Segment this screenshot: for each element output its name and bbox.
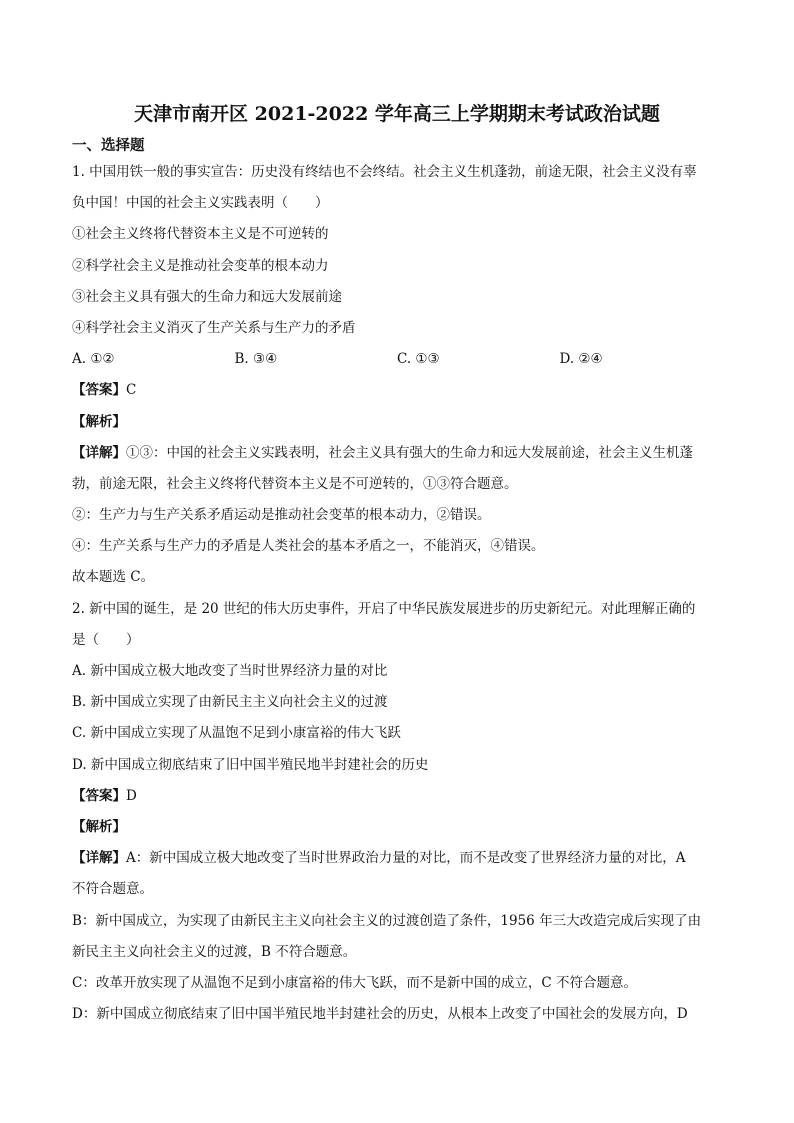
q2-detail-line-4: 新民主主义向社会主义的过渡，B 不符合题意。 xyxy=(72,943,357,960)
q1-analysis xyxy=(72,407,722,438)
q1-item-1: ①社会主义终将代替资本主义是不可逆转的 xyxy=(72,226,329,243)
q1-option-c: C. ①③ xyxy=(397,351,440,368)
q2-detail-tag: 【详解】 xyxy=(72,850,126,867)
q2-option-b: B. 新中国成立实现了由新民主主义向社会主义的过渡 xyxy=(72,694,388,711)
q2-detail-line-6: D：新中国成立彻底结束了旧中国半殖民地半封建社会的历史，从根本上改变了中国社会的发展方向，D xyxy=(72,1006,688,1023)
q1-option-d: D. ②④ xyxy=(559,351,603,368)
q1-item-2: ②科学社会主义是推动社会变革的根本动力 xyxy=(72,257,329,274)
q2-option-c: C. 新中国成立实现了从温饱不足到小康富裕的伟大飞跃 xyxy=(72,725,401,742)
q2-detail-line-2: 不符合题意。 xyxy=(72,881,153,898)
q1-stem-line-2: 负中国！中国的社会主义实践表明（ ） xyxy=(72,195,329,212)
document-body xyxy=(72,157,722,1030)
q1-detail-line-5: 故本题选 C。 xyxy=(72,569,155,586)
q1-answer-value: C xyxy=(126,382,137,399)
document-title: 天津市南开区 2021-2022 学年高三上学期期末考试政治试题 xyxy=(134,103,660,125)
q1-answer xyxy=(72,375,722,406)
q1-detail-line-1 xyxy=(72,438,722,469)
q1-answer-tag: 【答案】 xyxy=(72,382,126,399)
q1-analysis-tag: 【解析】 xyxy=(72,413,126,430)
q2-option-a: A. 新中国成立极大地改变了当时世界经济力量的对比 xyxy=(72,663,388,679)
q1-detail-tag: 【详解】 xyxy=(72,444,126,461)
q1-item-3: ③社会主义具有强大的生命力和远大发展前途 xyxy=(72,288,342,305)
q1-detail-line-4: ④：生产关系与生产力的矛盾是人类社会的基本矛盾之一，不能消灭，④错误。 xyxy=(72,538,545,555)
q1-detail-line-2: 勃，前途无限，社会主义终将代替资本主义是不可逆转的，①③符合题意。 xyxy=(72,475,518,492)
q2-answer-value: D xyxy=(126,787,137,804)
q1-stem-line-1: 1. 中国用铁一般的事实宣告：历史没有终结也不会终结。社会主义生机蓬勃，前途无限，社会主义没有辜 xyxy=(72,164,697,180)
q2-detail-line-1 xyxy=(72,843,722,874)
q2-detail-text-1: A：新中国成立极大地改变了当时世界政治力量的对比，而不是改变了世界经济力量的对比，A xyxy=(126,850,686,867)
q1-option-a: A. ①② xyxy=(72,351,115,368)
q1-detail-line-3: ②：生产力与生产关系矛盾运动是推动社会变革的根本动力，②错误。 xyxy=(72,507,491,524)
q2-answer xyxy=(72,781,722,812)
q2-option-d: D. 新中国成立彻底结束了旧中国半殖民地半封建社会的历史 xyxy=(72,756,429,773)
q2-stem-line-1: 2. 新中国的诞生，是 20 世纪的伟大历史事件，开启了中华民族发展进步的历史新纪元。对此理解正确的 xyxy=(72,600,696,617)
q2-analysis-tag: 【解析】 xyxy=(72,818,126,835)
q2-detail-line-5: C：改革开放实现了从温饱不足到小康富裕的伟大飞跃，而不是新中国的成立，C 不符合题意。 xyxy=(72,974,637,991)
q1-options xyxy=(72,344,722,375)
q1-item-4: ④科学社会主义消灭了生产关系与生产力的矛盾 xyxy=(72,319,356,336)
q2-answer-tag: 【答案】 xyxy=(72,787,126,804)
q2-stem-line-2: 是（ ） xyxy=(72,631,140,648)
q1-detail-text-1: ①③：中国的社会主义实践表明，社会主义具有强大的生命力和远大发展前途，社会主义生机蓬 xyxy=(126,444,693,461)
q2-detail-line-3: B：新中国成立，为实现了由新民主主义向社会主义的过渡创造了条件，1956 年三大改造完成后实现了由 xyxy=(72,912,702,929)
section-heading: 一、选择题 xyxy=(72,137,145,154)
q1-option-b: B. ③④ xyxy=(234,351,278,368)
q2-analysis xyxy=(72,812,722,843)
